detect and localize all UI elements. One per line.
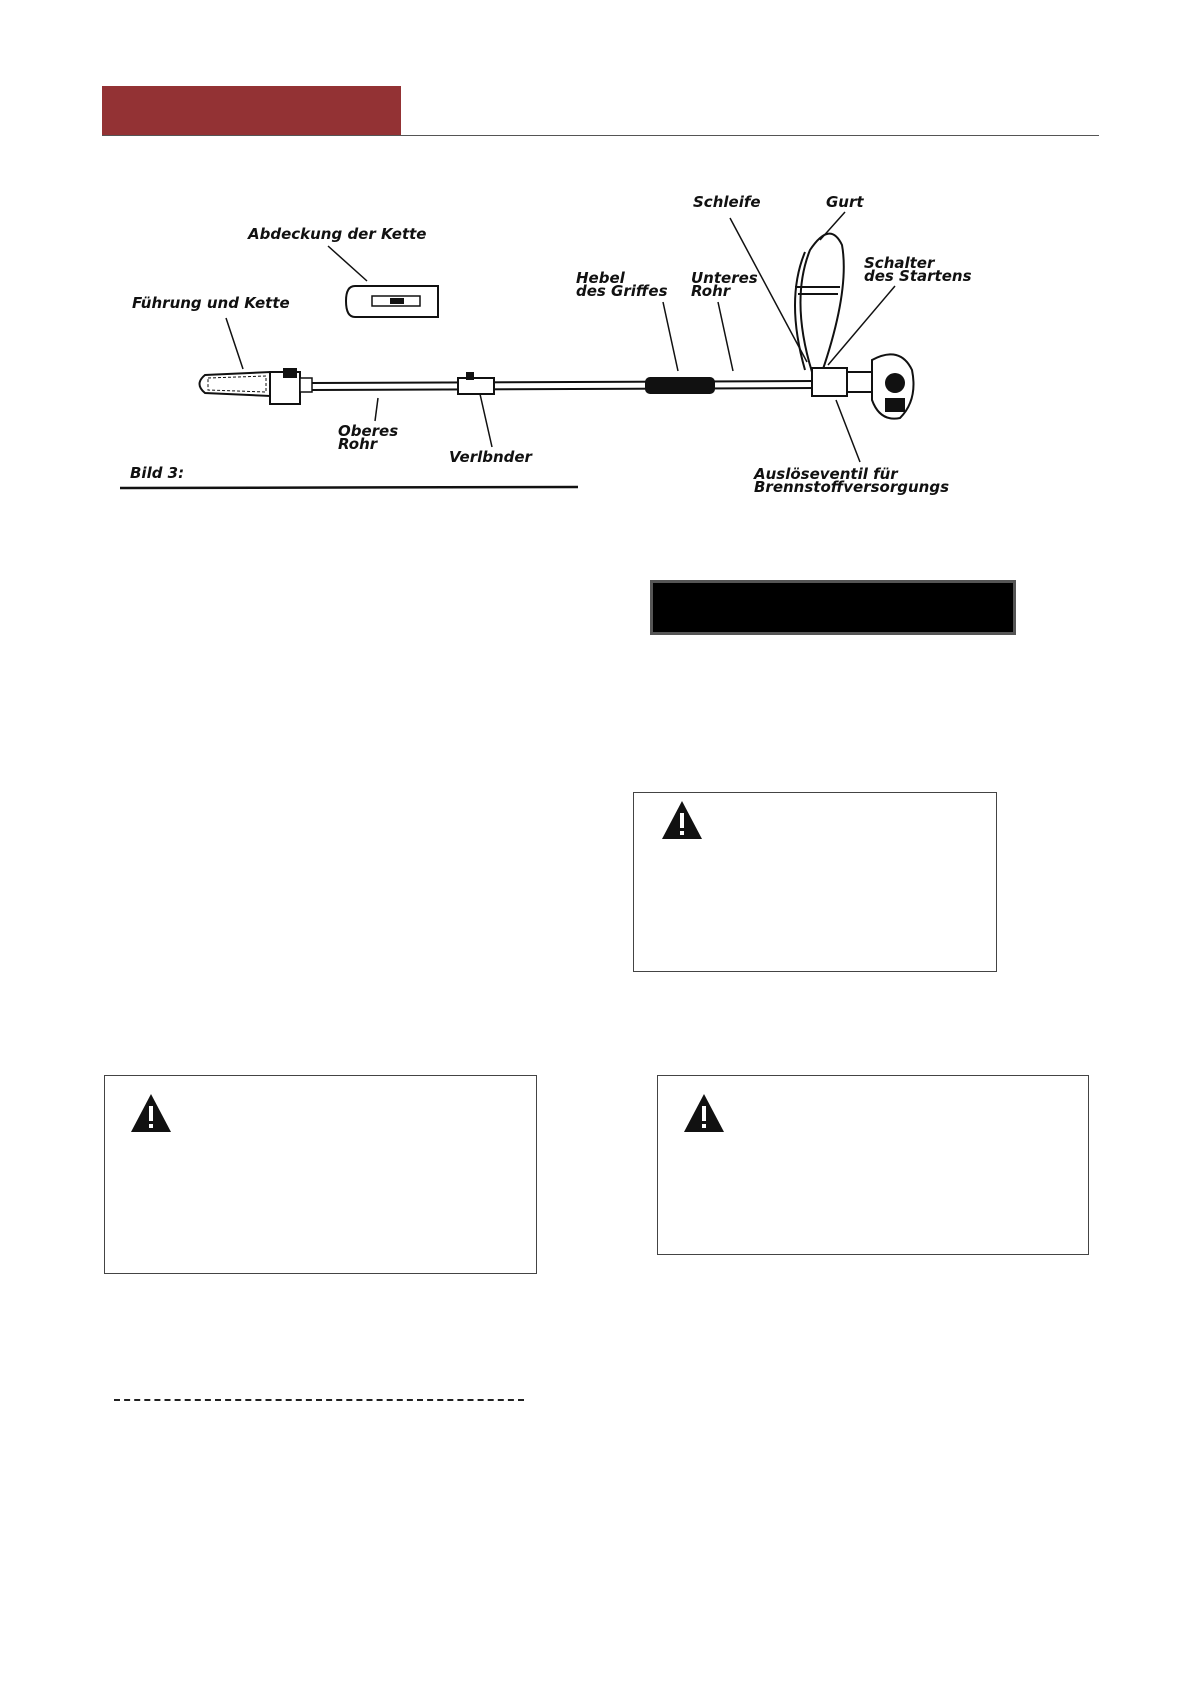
label-grip-lever-1: Hebel <box>576 269 625 287</box>
label-upper-tube-1: Oberes <box>338 422 399 440</box>
warning-box-3 <box>657 1075 1089 1255</box>
header-accent-bar <box>102 86 401 135</box>
strap-illustration <box>795 234 844 372</box>
grip-illustration <box>645 377 715 394</box>
figure-label: Bild 3: <box>130 464 185 482</box>
label-connector: Verlbnder <box>449 448 532 466</box>
label-strap: Gurt <box>826 193 864 211</box>
label-lower-tube-2: Rohr <box>691 282 731 300</box>
dashed-rule <box>114 1399 524 1401</box>
warning-box-1 <box>633 792 997 972</box>
warning-triangle-icon <box>660 799 704 841</box>
label-upper-tube-2: Rohr <box>338 435 378 453</box>
label-lower-tube-1: Unteres <box>691 269 758 287</box>
label-fuel-valve-1: Auslöseventil für <box>754 465 898 483</box>
connector-illustration <box>458 372 494 394</box>
label-chain-cover: Abdeckung der Kette <box>248 225 427 243</box>
label-fuel-valve-2: Brennstoffversorgungs <box>754 478 949 496</box>
label-start-switch-1: Schalter <box>864 254 935 272</box>
header-rule <box>102 135 1099 136</box>
label-start-switch-2: des Startens <box>864 267 972 285</box>
engine-illustration <box>812 354 914 418</box>
warning-triangle-icon <box>682 1092 726 1134</box>
figure-rule <box>120 487 578 488</box>
label-grip-lever-2: des Griffes <box>576 282 668 300</box>
pole-saw-diagram <box>0 180 1191 510</box>
label-loop: Schleife <box>693 193 761 211</box>
label-guide-chain: Führung und Kette <box>132 294 290 312</box>
guide-bar-illustration <box>200 368 313 404</box>
black-heading-box <box>650 580 1016 635</box>
warning-triangle-icon <box>129 1092 173 1134</box>
chain-cover-illustration <box>346 286 438 317</box>
warning-box-2 <box>104 1075 537 1274</box>
